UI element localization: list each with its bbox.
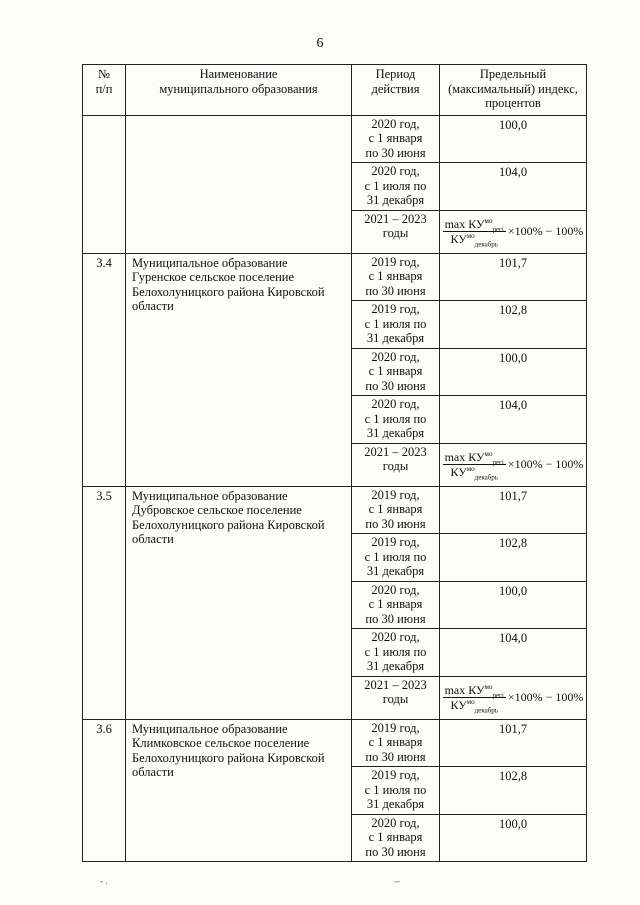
index-cell: 100,0 xyxy=(440,814,587,862)
table-body xyxy=(83,115,587,862)
formula-multiplier: ×100% − 100% xyxy=(507,457,584,472)
period-cell: 2021 – 2023 годы xyxy=(352,443,440,486)
period-cell: 2019 год, с 1 января по 30 июня xyxy=(352,486,440,534)
municipality-name-cell xyxy=(126,115,352,253)
index-cell: 102,8 xyxy=(440,301,587,349)
index-cell: 100,0 xyxy=(440,115,587,163)
index-formula xyxy=(442,213,584,251)
table-row xyxy=(83,486,587,534)
period-cell: 2019 год, с 1 июля по 31 декабря xyxy=(352,767,440,815)
number-cell xyxy=(83,115,126,253)
formula-numerator: $\max КУ^{мо}_{регi}$ xyxy=(444,216,504,233)
number-cell: 3.6 xyxy=(83,719,126,862)
municipality-name-cell: Муниципальное образование Гуренское сельское поселение Белохолуницкого района Кировской области xyxy=(126,253,352,486)
period-cell: 2021 – 2023 годы xyxy=(352,210,440,253)
period-cell: 2019 год, с 1 июля по 31 декабря xyxy=(352,534,440,582)
formula-multiplier: ×100% − 100% xyxy=(507,224,584,239)
formula-multiplier: ×100% − 100% xyxy=(507,690,584,705)
index-cell: 104,0 xyxy=(440,396,587,444)
number-cell: 3.4 xyxy=(83,253,126,486)
table-row xyxy=(83,253,587,301)
index-cell xyxy=(440,210,587,253)
scan-mark: -- xyxy=(394,876,400,886)
index-cell: 101,7 xyxy=(440,253,587,301)
period-cell: 2020 год, с 1 июля по 31 декабря xyxy=(352,629,440,677)
table-row xyxy=(83,115,587,163)
index-cell: 104,0 xyxy=(440,163,587,211)
period-cell: 2019 год, с 1 января по 30 июня xyxy=(352,719,440,767)
index-cell: 102,8 xyxy=(440,534,587,582)
period-cell: 2020 год, с 1 июля по 31 декабря xyxy=(352,163,440,211)
period-cell: 2020 год, с 1 января по 30 июня xyxy=(352,348,440,396)
number-cell: 3.5 xyxy=(83,486,126,719)
period-cell: 2020 год, с 1 января по 30 июня xyxy=(352,581,440,629)
index-formula xyxy=(442,679,584,717)
header-period: Период действия xyxy=(352,65,440,116)
period-cell: 2021 – 2023 годы xyxy=(352,676,440,719)
formula-denominator: $КУ^{мо}_{декабрь}$ xyxy=(450,698,498,715)
index-cell: 102,8 xyxy=(440,767,587,815)
period-cell: 2019 год, с 1 июля по 31 декабря xyxy=(352,301,440,349)
index-cell xyxy=(440,443,587,486)
formula-fraction xyxy=(443,683,506,713)
period-cell: 2020 год, с 1 января по 30 июня xyxy=(352,814,440,862)
index-cell xyxy=(440,676,587,719)
header-number: № п/п xyxy=(83,65,126,116)
formula-numerator: $\max КУ^{мо}_{регi}$ xyxy=(444,449,504,466)
index-cell: 101,7 xyxy=(440,719,587,767)
formula-denominator: $КУ^{мо}_{декабрь}$ xyxy=(450,232,498,249)
formula-numerator: $\max КУ^{мо}_{регi}$ xyxy=(444,682,504,699)
period-cell: 2019 год, с 1 января по 30 июня xyxy=(352,253,440,301)
header-index: Предельный (максимальный) индекс, процентов xyxy=(440,65,587,116)
header-name: Наименование муниципального образования xyxy=(126,65,352,116)
period-cell: 2020 год, с 1 июля по 31 декабря xyxy=(352,396,440,444)
formula-fraction xyxy=(443,217,506,247)
index-cell: 101,7 xyxy=(440,486,587,534)
index-cell: 104,0 xyxy=(440,629,587,677)
scan-mark: - . xyxy=(100,876,108,886)
municipality-name-cell: Муниципальное образование Климковское сельское поселение Белохолуницкого района Кировской области xyxy=(126,719,352,862)
index-cell: 100,0 xyxy=(440,348,587,396)
table-header-row xyxy=(83,65,587,116)
period-cell: 2020 год, с 1 января по 30 июня xyxy=(352,115,440,163)
page-number: 6 xyxy=(316,36,324,51)
formula-denominator: $КУ^{мо}_{декабрь}$ xyxy=(450,465,498,482)
index-formula xyxy=(442,446,584,484)
table-row xyxy=(83,719,587,767)
tariff-index-table xyxy=(82,64,587,862)
formula-fraction xyxy=(443,450,506,480)
municipality-name-cell: Муниципальное образование Дубровское сельское поселение Белохолуницкого района Кировской области xyxy=(126,486,352,719)
index-cell: 100,0 xyxy=(440,581,587,629)
